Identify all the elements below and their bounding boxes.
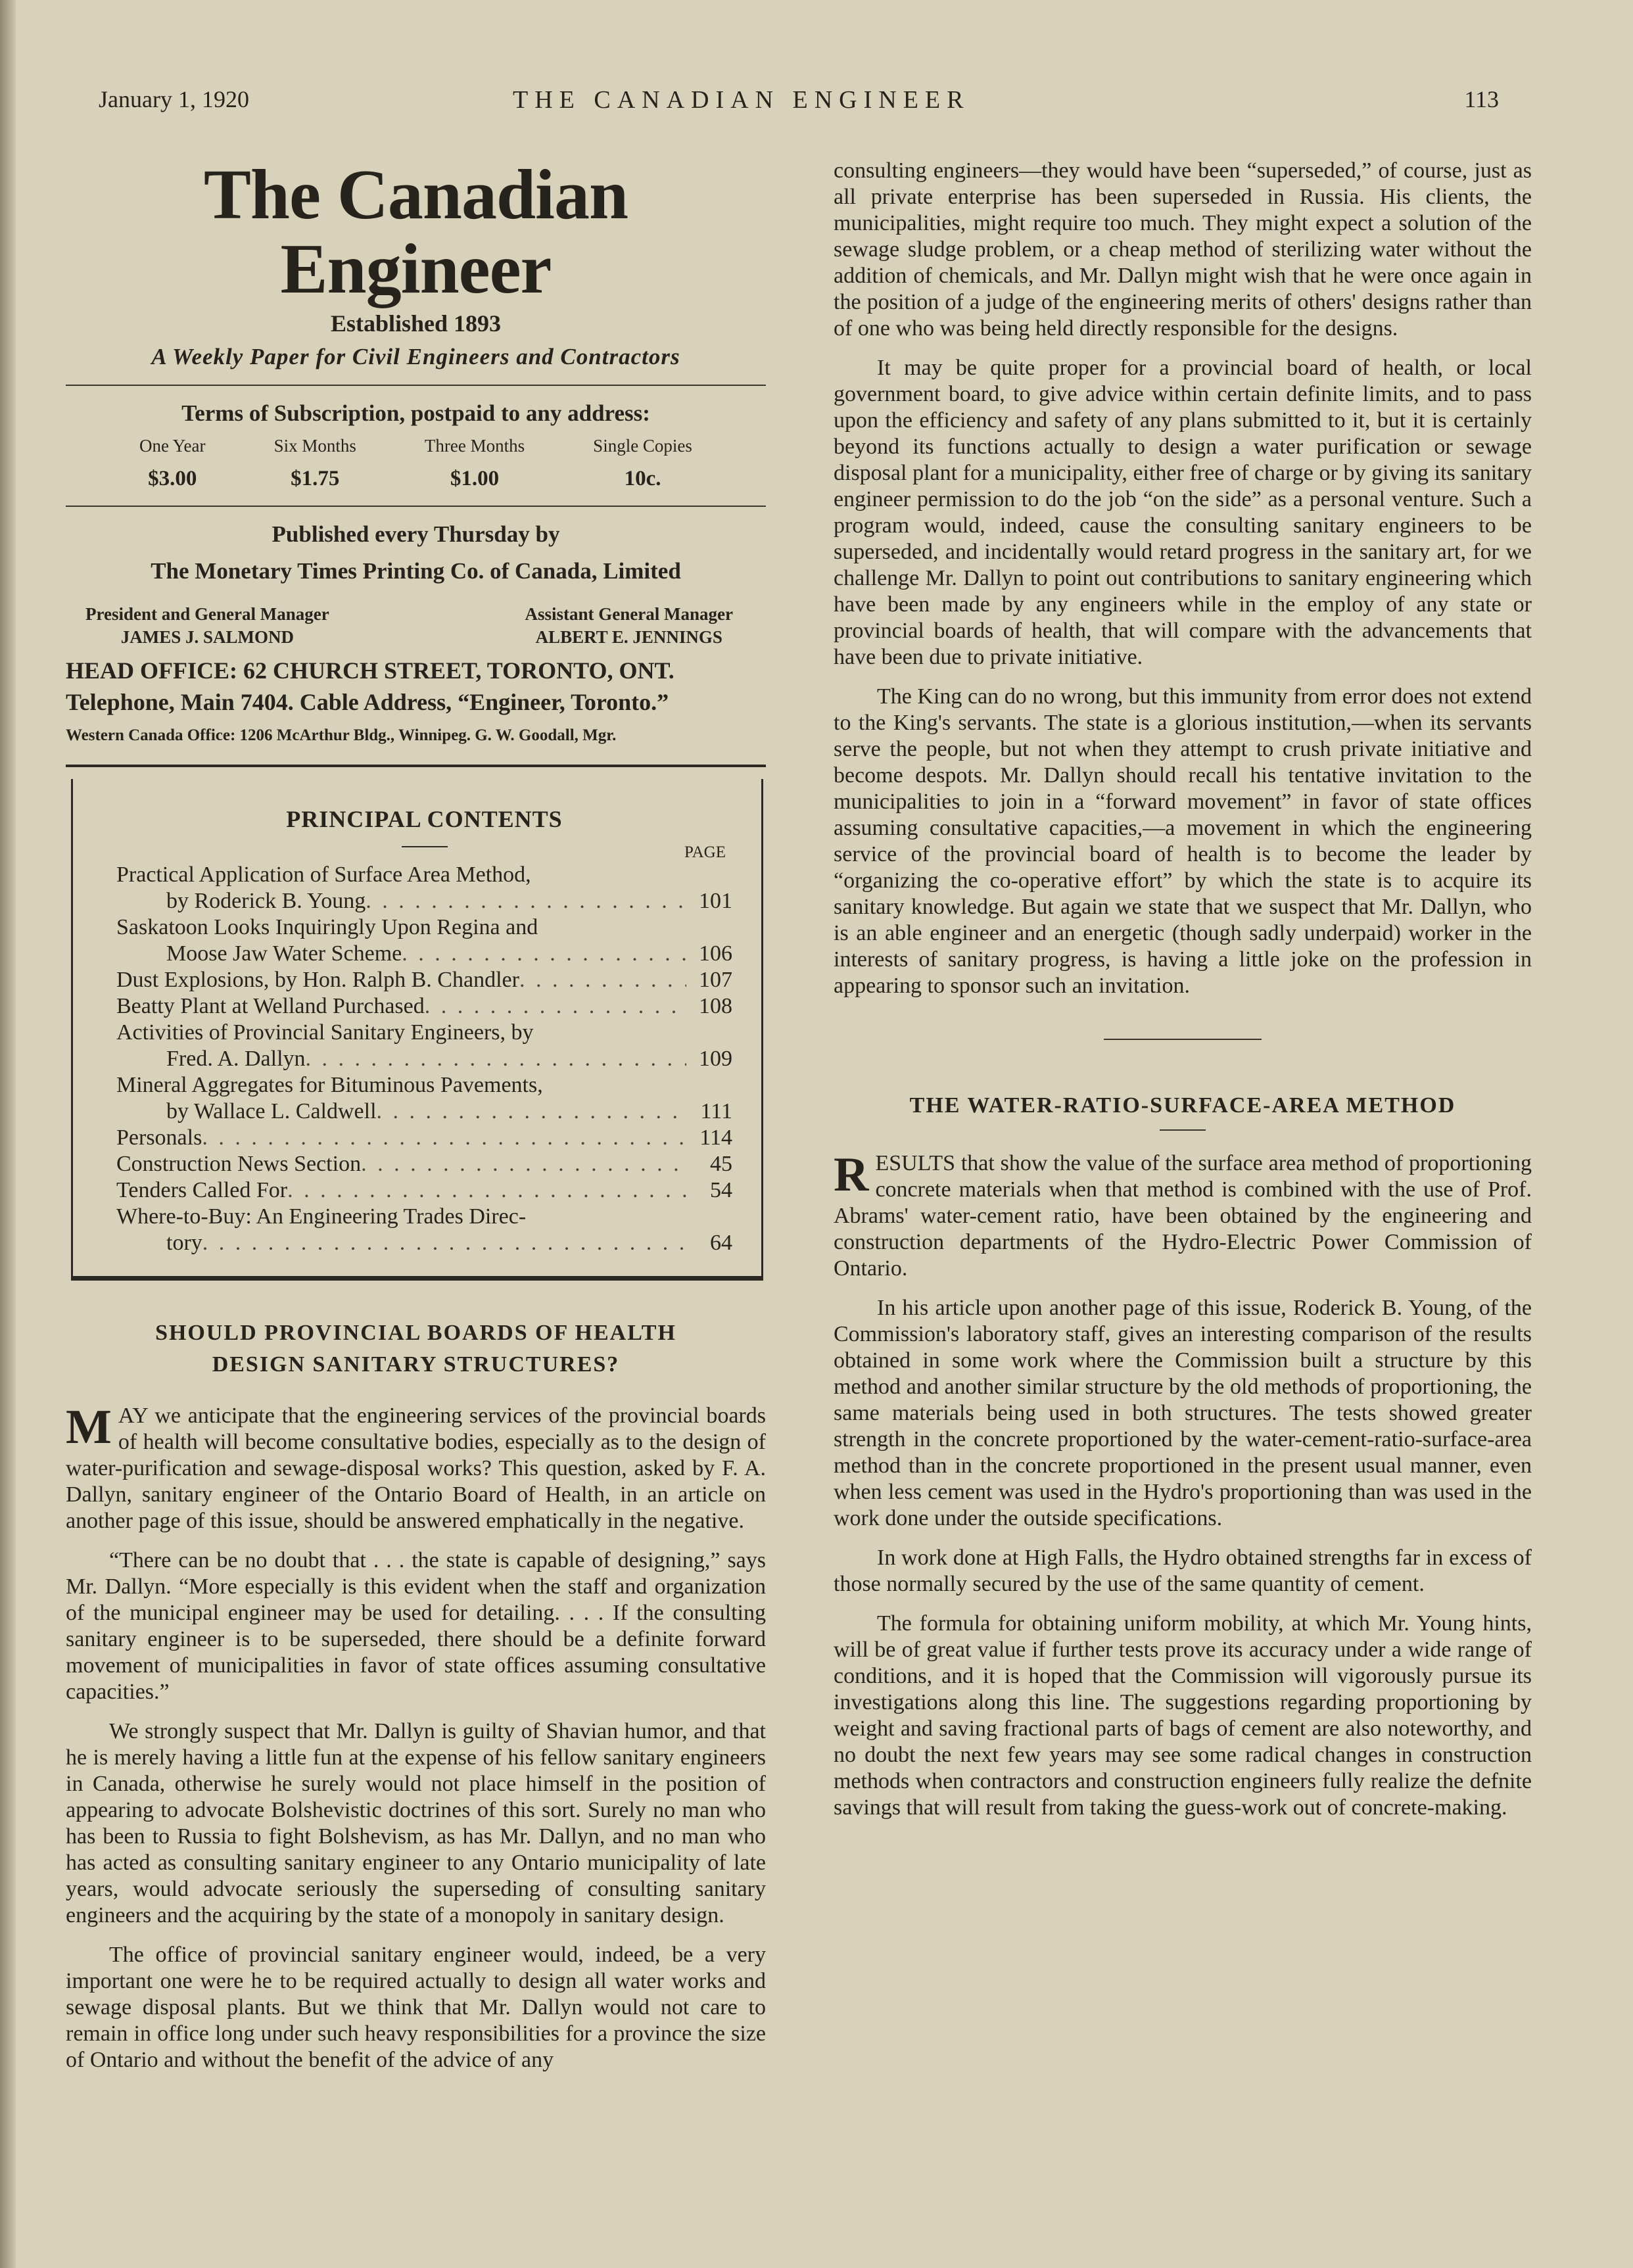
masthead-title: The Canadian Engineer [203,156,628,309]
contents-entry-author: by Wallace L. Caldwell [166,1099,377,1123]
telephone-line: Telephone, Main 7404. Cable Address, “Engineer, Toronto.” [66,688,669,715]
header-journal-name: THE CANADIAN ENGINEER [513,86,970,114]
rate-label: Single Copies [593,435,692,456]
contents-entry-row [116,993,732,1020]
paragraph [834,1150,1532,1282]
officer-assistant [525,604,733,648]
tagline: A Weekly Paper for Civil Engineers and Contractors [151,343,680,369]
principal-contents-box [71,779,763,1278]
contents-entry-page: 101 [699,888,732,913]
contents-entry [116,993,732,1020]
established-line: Established 1893 [330,310,502,337]
contents-entry-title: Mineral Aggregates for Bituminous Pavements, [116,1072,543,1097]
contents-page-label: PAGE [684,843,726,861]
contents-entry-row [116,1230,732,1256]
contents-entry-row [116,967,732,993]
contents-entry-title: Where-to-Buy: An Engineering Trades Direc- [116,1204,527,1229]
contents-box-bottom [71,1278,763,1281]
contents-entry-row [116,1151,732,1177]
dot-leader [519,967,686,993]
paragraph [66,1400,766,1534]
contents-entry-page: 111 [700,1099,732,1123]
subscription-terms-heading: Terms of Subscription, postpaid to any address: [181,400,650,426]
dot-leader [377,1099,686,1125]
contents-entry-title: Activities of Provincial Sanitary Engineers, by [116,1020,534,1045]
officer-title: President and General Manager [85,603,329,624]
contents-entry-title: Dust Explosions, by Hon. Ralph B. Chandler [116,967,519,992]
paragraph: We strongly suspect that Mr. Dallyn is guilty of Shavian humor, and that he is merely having a little fun at the expense of his fellow sanitary engineers in Canada, otherwise he surely would not place himself in the position of appearing to advocate Bolshevistic doctrines of this sort. Surely no man who has been to Russia to fight Bolshevism, as has Mr. Dallyn, and no man who has acted as consulting sanitary engineer to any Ontario municipality of late years, would advocate seriously the superseding of consulting sanitary engineers and the acquiring by the state of a monopoly in sanitary design. [66,1718,766,1927]
article-title: THE WATER-RATIO-SURFACE-AREA METHOD [909,1093,1456,1118]
paragraph: The King can do no wrong, but this immunity from error does not extend to the King's servants. The state is a glorious institution,—when its servants serve the people, but not when they attempt to crush private initiative and become despots. Mr. Dallyn should recall his tentative invitation to the municipalities to join in a “forward movement” in favor of state offices assuming consultative capacities,—a movement in which the engineering service of the provincial board of health is to become the leader by “organizing the co-operative effort” by which the state is to acquire its sanitary knowledge. But again we state that we suspect that Mr. Dallyn, who is an able engineer and an energetic (though sadly underpaid) worker in the interests of sanitary progress, is having a little joke on the profession in appearing to sponsor such an invitation. [834,684,1532,998]
contents-entry [116,1151,732,1177]
paragraph-text: ESULTS that show the value of the surface area method of proportioning concrete materials when that method is combined with the use of Prof. Abrams' water-cement ratio, have been obtained by the engineering and construction departments of the Hydro-Electric Power Commission of Ontario. [834,1151,1532,1281]
rate-label: Six Months [273,435,356,456]
paragraph: It may be quite proper for a provincial board of health, or local government board, to give advice within certain definite limits, and to pass upon the efficiency and safety of any plans submitted to it, but it is certainly beyond its functions actually to design a water purification or sewage disposal plant for a municipality, either free of charge or by giving its sanitary engineer permission to do the job “on the side” as a personal venture. Such a program would, indeed, cause the consulting sanitary engineers to be superseded, and incidentally would retard progress in the sanitary art, for we challenge Mr. Dallyn to point out contributions to sanitary engineering which have been made by any engineers while in the employ of any state or provincial boards of health, that will compare with the advancements that have been due to private initiative. [834,356,1532,669]
publisher-name: The Monetary Times Printing Co. of Canada, Limited [151,557,681,584]
article-water-ratio-surface-area [834,1090,1532,1821]
dot-leader [366,888,686,914]
western-office-line: Western Canada Office: 1206 McArthur Bldg., Winnipeg. G. W. Goodall, Mgr. [66,726,617,744]
contents-entry-page: 109 [699,1046,732,1071]
short-divider [1160,1129,1206,1131]
paragraph: consulting engineers—they would have been “superseded,” of course, just as all private enterprise has been superseded in Russia. His clients, the municipalities, might require too much. They might expect a solution of the sewage sludge problem, or a cheap method of sterilizing water without the addition of chemicals, and Mr. Dallyn might wish that he were once again in the position of a judge of the engineering merits of others' designs rather than of one who was being held directly responsible for the designs. [834,158,1532,341]
dot-leader [202,1230,686,1256]
paragraph: In his article upon another page of this issue, Roderick B. Young, of the Commission's laboratory staff, gives an interesting comparison of the results obtained in some work where the Commission built a structure by this method and another similar structure by the old methods of proportioning, the same materials being used in both structures. The tests showed greater strength in the concrete proportioned by the water-cement-ratio-surface-area method than in the concrete proportioned in the present usual manner, even when less cement was used in the Hydro's proportioning than was used in the work done under the outside specifications. [834,1296,1532,1530]
officers [85,604,733,648]
officer-title: Assistant General Manager [525,603,733,624]
dot-leader [402,941,686,967]
contents-entry-page: 45 [710,1151,732,1176]
contents-entry-title: Saskatoon Looks Inquiringly Upon Regina and [116,914,538,939]
article-title-line: SHOULD PROVINCIAL BOARDS OF HEALTH [155,1320,676,1345]
rate-price: $1.00 [450,466,500,490]
rate-label: Three Months [424,435,525,456]
officer-name: ALBERT E. JENNINGS [535,626,722,647]
contents-entry [116,862,732,914]
contents-entry-row [116,1177,732,1204]
head-office-address: HEAD OFFICE: 62 CHURCH STREET, TORONTO, ONT. [66,657,674,684]
paragraph: The formula for obtaining uniform mobility, at which Mr. Young hints, will be of great value if further tests prove its accuracy under a wide range of conditions, and it is hoped that the Commission will vigorously pursue its investigations along this line. The suggestions regarding proportioning by weight and saving fractional parts of bags of cement are also noteworthy, and no doubt the next few years may see some radical changes in construction methods when contractors and construction engineers fully realize the defnite savings that will result from taking the guess-work out of concrete-making. [834,1611,1532,1820]
contents-entry-title: Personals [116,1125,202,1150]
article-continuation [834,158,1532,999]
contents-entry-page: 64 [710,1230,732,1255]
contents-entry [116,967,732,993]
rate-price: $3.00 [148,466,197,490]
contents-entry-row [116,1125,732,1151]
contents-entry-title: Construction News Section [116,1151,362,1176]
contents-entry-title: Beatty Plant at Welland Purchased [116,993,425,1018]
contents-entry-page: 108 [699,993,732,1018]
rate-one-year [139,436,206,491]
contents-entry-row [116,1099,732,1125]
rate-label: One Year [139,435,206,456]
rate-price: 10c. [624,466,661,490]
masthead [66,158,766,745]
contents-entry-page: 107 [699,967,732,992]
dot-leader [306,1046,686,1072]
paragraph-text: AY we anticipate that the engineering services of the provincial boards of health will become consultative bodies, especially as to the design of water-purification and sewage-disposal works? This question, asked by F. A. Dallyn, sanitary engineer of the Ontario Board of Health, in an article on another page of this issue, should be answered emphatically in the negative. [66,1403,766,1533]
contents-entry-title: Tenders Called For [116,1177,288,1202]
dot-leader [361,1151,686,1177]
contents-entry-page: 106 [699,941,732,966]
dot-leader [287,1177,686,1204]
article-body [66,1400,766,2073]
article-title-line: DESIGN SANITARY STRUCTURES? [212,1352,620,1377]
paragraph: In work done at High Falls, the Hydro obtained strengths far in excess of those normally secured by the use of the same quantity of cement. [834,1546,1532,1596]
contents-entry-author: Moose Jaw Water Scheme [166,941,402,966]
paragraph: The office of provincial sanitary engineer would, indeed, be a very important one were he to be required actually to design all water works and sewage disposal plants. But we think that Mr. Dallyn would not care to remain in office long under such heavy responsibilities for a province the size of Ontario and without the benefit of the advice of any [66,1942,766,2072]
running-header [99,85,1499,125]
officer-name: JAMES J. SALMOND [120,626,294,647]
left-column [66,158,766,2087]
drop-cap: M [66,1400,112,1454]
contents-entry [116,1020,732,1072]
divider [66,506,766,507]
section-divider [1104,1039,1262,1040]
right-column [834,158,1532,1834]
paragraph: “There can be no doubt that . . . the state is capable of designing,” says Mr. Dallyn. “More especially is this evident when the staff and organization of the municipal engineer may be used for detailing. . . . If the consulting sanitary engineer is to be superseded, there should be a definite forward movement of municipalities in favor of state offices assuming consultative capacities.” [66,1547,766,1704]
contents-box-top [66,765,766,767]
contents-title: PRINCIPAL CONTENTS [286,805,563,832]
drop-cap: R [834,1148,869,1202]
article-should-provincial-boards [66,1317,766,2073]
contents-entry-row [116,888,732,914]
dot-leader [425,993,686,1020]
published-line: Published every Thursday by [272,521,560,547]
contents-entry [116,1204,732,1256]
dot-leader [202,1125,686,1151]
divider [66,385,766,386]
officer-president [85,604,329,648]
contents-entry-row [116,1046,732,1072]
article-title [66,1317,766,1381]
contents-entry-title: Practical Application of Surface Area Method, [116,862,531,887]
contents-entry [116,1177,732,1204]
article-body [834,1150,1532,1821]
contents-entry [116,1125,732,1151]
contents-entry-author: Fred. A. Dallyn [166,1046,306,1071]
header-page-number: 113 [1464,86,1499,112]
page-binding-edge [0,0,16,2268]
contents-entry-page: 114 [699,1125,732,1150]
rate-six-months [274,436,356,491]
contents-entry [116,1072,732,1125]
contents-entry-author: by Roderick B. Young [166,888,366,913]
contents-entry-author: tory [166,1230,202,1255]
subscription-rates [105,436,726,491]
rate-three-months [425,436,525,491]
rate-single-copies [593,436,692,491]
header-date: January 1, 1920 [99,86,249,112]
contents-entry [116,914,732,967]
rate-price: $1.75 [291,466,340,490]
contents-list [116,862,732,1256]
contents-entry-page: 54 [710,1177,732,1202]
contents-entry-row [116,941,732,967]
